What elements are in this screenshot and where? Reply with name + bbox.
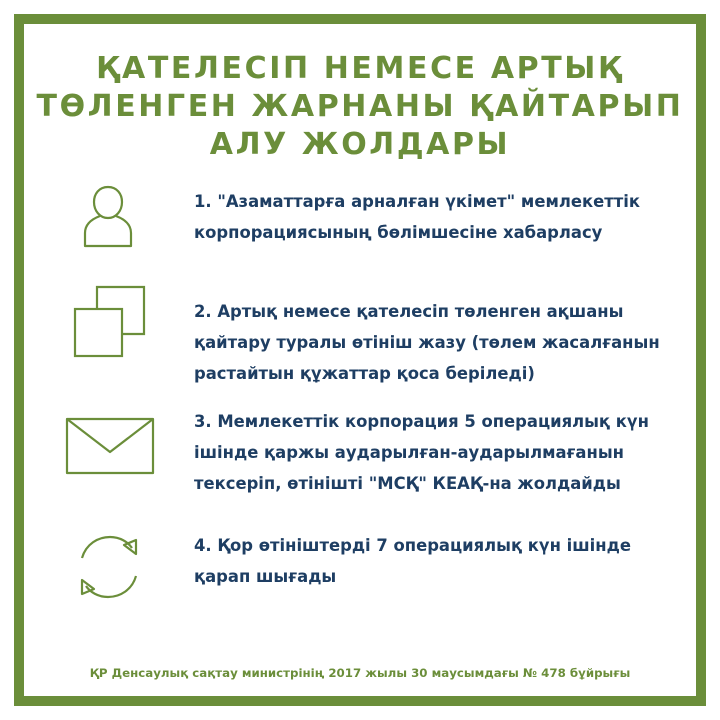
- title-line: ҚАТЕЛЕСІП НЕМЕСЕ АРТЫҚ: [96, 51, 624, 86]
- page-title: [24, 50, 696, 164]
- title-line: ТӨЛЕНГЕН ЖАРНАНЫ ҚАЙТАРЫП: [36, 89, 684, 124]
- footer-source: ҚР Денсаулық сақтау министрінің 2017 жылы 30 маусымдағы № 478 бұйрығы: [89, 666, 631, 680]
- step-3-line: 3. Мемлекеттік корпорация 5 операциялық күн: [194, 412, 649, 431]
- step-3-line: ішінде қаржы аударылған-аударылмағанын: [194, 443, 624, 462]
- step-4-line: 4. Қор өтініштерді 7 операциялық күн ішінде: [194, 536, 631, 555]
- step-1-line: 1. "Азаматтарға арналған үкімет" мемлекеттік: [194, 192, 640, 211]
- step-1-line: корпорациясының бөлімшесіне хабарласу: [194, 223, 603, 242]
- step-4-line: қарап шығады: [194, 567, 337, 586]
- step-2-line: растайтын құжаттар қоса беріледі): [194, 364, 535, 383]
- envelope-icon: [64, 416, 156, 476]
- documents-icon: [72, 284, 148, 360]
- title-line: АЛУ ЖОЛДАРЫ: [209, 127, 511, 162]
- step-2-line: қайтару туралы өтініш жазу (төлем жасалғанын: [194, 333, 660, 352]
- person-icon: [80, 184, 136, 250]
- step-3-line: тексеріп, өтінішті "МСҚ" КЕАҚ-на жолдайды: [194, 474, 621, 493]
- step-2-line: 2. Артық немесе қателесіп төленген ақшаны: [194, 302, 624, 321]
- refresh-icon: [76, 532, 142, 602]
- infographic-frame: [14, 14, 706, 706]
